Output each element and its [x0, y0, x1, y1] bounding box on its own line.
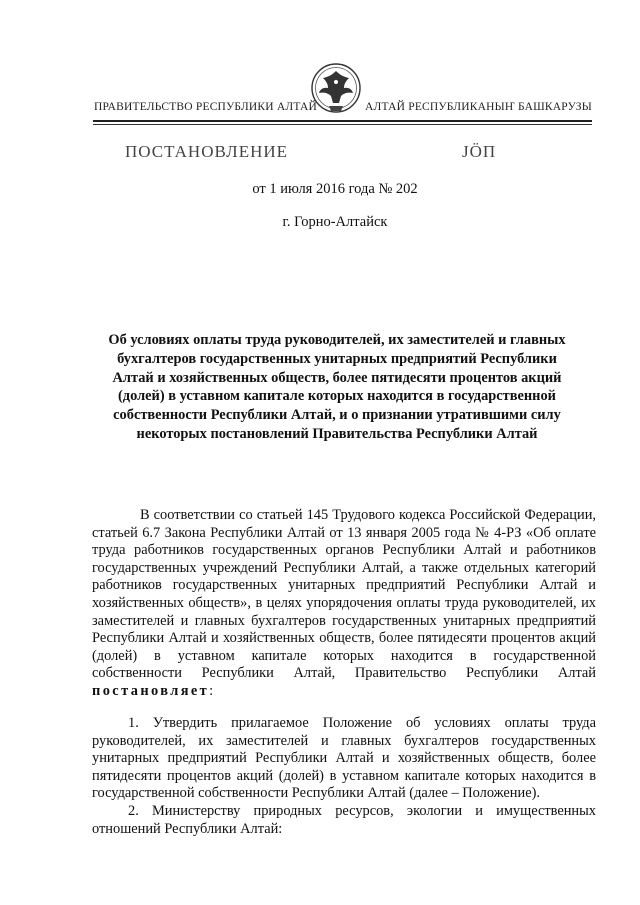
clause-2: 2. Министерству природных ресурсов, экологии и имущественных отношений Республики Алтай: — [92, 803, 596, 837]
document-city: г. Горно-Алтайск — [282, 214, 388, 230]
document-title: Об условиях оплаты труда руководителей, их заместителей и главных бухгалтеров государственных унитарных предприятий Республики Алтай и хозяйственных обществ, более пятидесяти процентов акций (долей) в уставном капитале которых находится в государственной собственности Республики Алтай, и о признании утратившими силу некоторых постановлений Правительства Республики Алтай — [108, 332, 566, 442]
clause-1: 1. Утвердить прилагаемое Положение об условиях оплаты труда руководителей, их заместителей и главных бухгалтеров государственных унитарных предприятий Республики Алтай и хозяйственных обществ, более пятидесяти процентов акций (долей) в уставном капитале которых находится в государственной собственности Республики Алтай (далее – Положение). — [92, 715, 596, 802]
preamble-paragraph — [92, 507, 596, 701]
header-divider-thick — [93, 120, 592, 122]
header-divider-thin — [93, 124, 592, 125]
decree-word: постановляет — [92, 682, 210, 699]
preamble-text: В соответствии со статьей 145 Трудового кодекса Российской Федерации, статьей 6.7 Закона Республики Алтай от 13 января 2005 года № 4-РЗ «Об оплате труда работников государственных органов Республики Алтай и работников государственных учреждений Республики Алтай, а также отдельных категорий работников государственных унитарных предприятий Республики Алтай и хозяйственных обществ», в целях упорядочения оплаты труда руководителей, их заместителей и главных бухгалтеров государственных унитарных предприятий Республики Алтай и хозяйственных обществ, более пятидесяти процентов акций (долей) в уставном капитале которых находится в государственной собственности Республики Алтай, Правительство Республики Алтай — [92, 507, 596, 682]
org-name-altai: АЛТАЙ РЕСПУБЛИКАНЫҤ БАШКАРУЗЫ — [365, 101, 592, 113]
document-date-number: от 1 июля 2016 года № 202 — [252, 181, 418, 197]
org-name-russian: ПРАВИТЕЛЬСТВО РЕСПУБЛИКИ АЛТАЙ — [94, 101, 318, 113]
document-type: ПОСТАНОВЛЕНИЕ — [125, 142, 289, 161]
document-type-altai: JӦП — [462, 142, 497, 161]
preamble-end: : — [209, 682, 214, 699]
